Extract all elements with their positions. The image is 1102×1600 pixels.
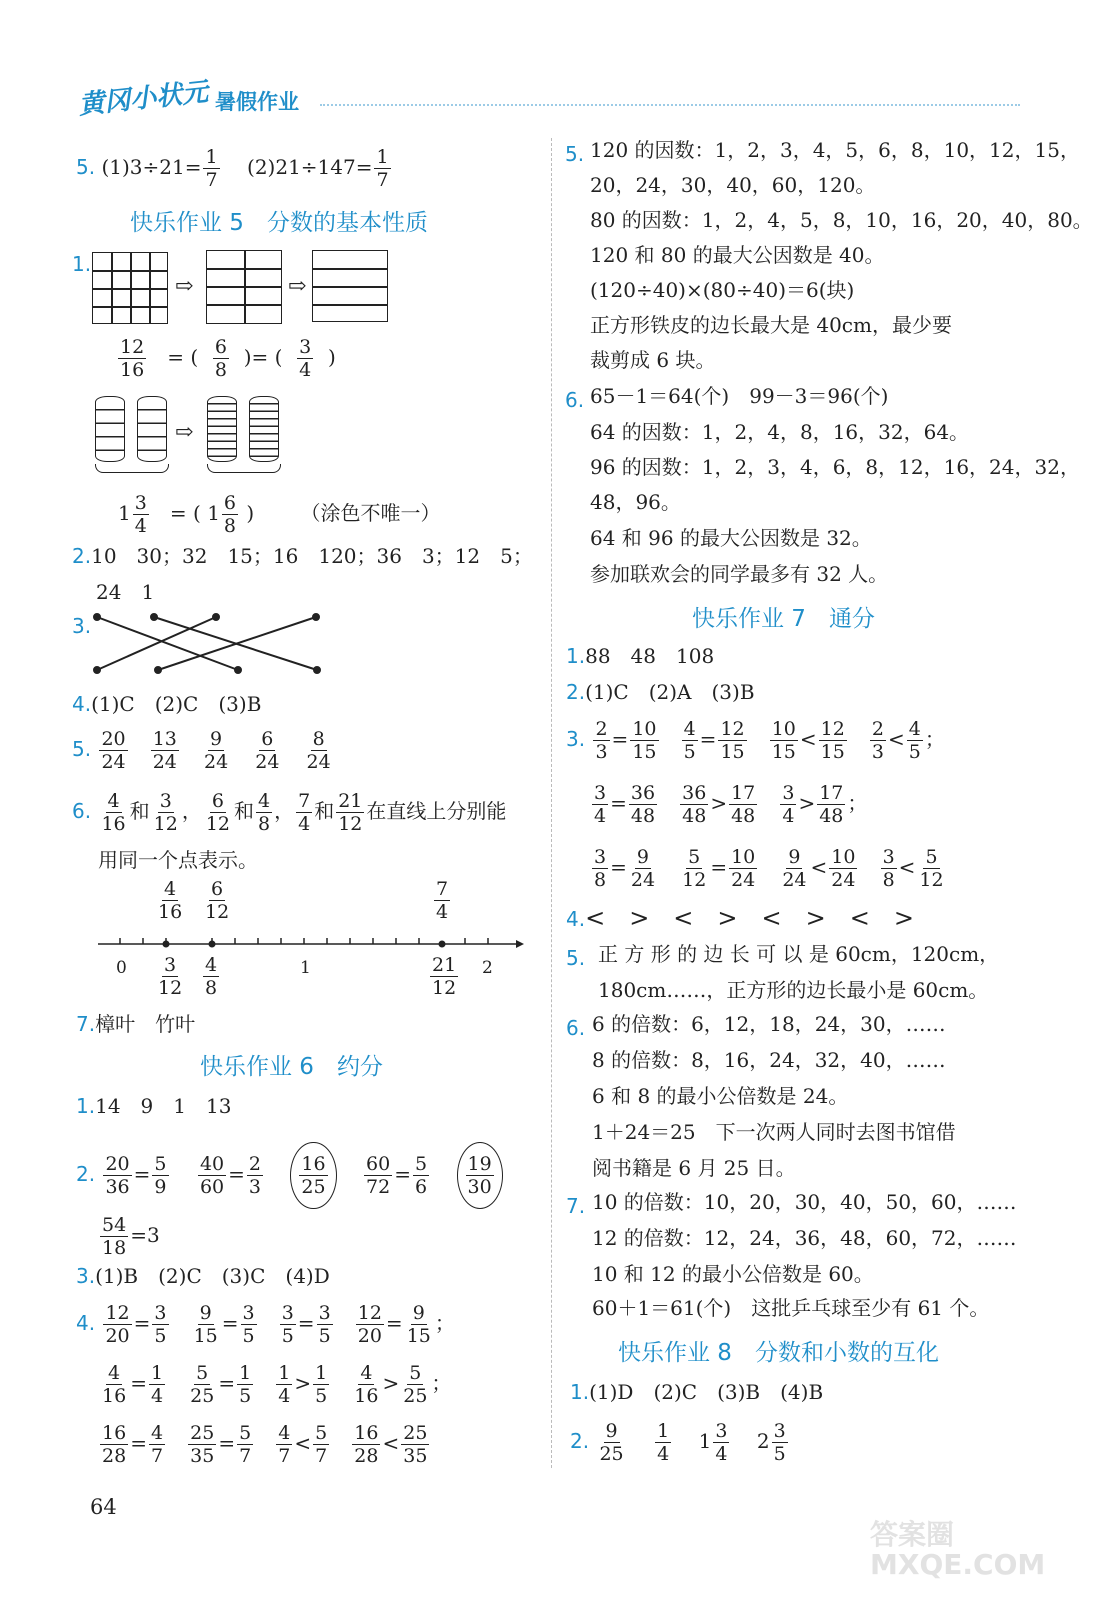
page-number: 64 [90,1495,117,1519]
s7-q2: 2.(1)C (2)A (3)B [566,680,755,704]
fraction: $\frac{1}{7}$ [376,146,389,191]
left-q6: 6. $\frac{4}{16}$ 和 $\frac{3}{12}$ ， $\frac{6}{12}$ 和 $\frac{4}{8}$ ， $\frac{7}{4}$ 和 $\frac{21}{12}$ 在直线上分别能 [72,790,507,835]
q-number: 1. [72,252,92,276]
circled-answer: $\frac{16}{25}$ [290,1142,336,1209]
header-dotted-rule [320,104,1020,106]
s7-q4: 4.< > < > < > < > [566,904,914,932]
header [70,70,1030,120]
left-q6-line2: 用同一个点表示。 [98,848,258,872]
s6-q3: 3.(1)B (2)C (3)C (4)D [76,1264,330,1288]
section-title-6: 快乐作业 6 约分 [200,1054,383,1080]
grid-2x4 [206,250,282,324]
s7-q3-r1: 3. $\frac{2}{3}$ = $\frac{10}{15}$ $\frac{4}{5}$ = $\frac{12}{15}$ $\frac{10}{15}$ < $\frac{12}{15}$ $\frac{2}{3}$ < $\frac{4}{5}$ ； [566,718,945,763]
matching-lines [90,605,330,680]
s7-q3-r3: $\frac{3}{8}$ = $\frac{9}{24}$ $\frac{5}{12}$ = $\frac{10}{24}$ $\frac{9}{24}$ < $\frac{10}{24}$ $\frac{3}{8}$ < $\frac{5}{12}$ [594,846,944,891]
s8-q2: 2. $\frac{9}{25}$ $\frac{1}{4}$ 1 $\frac{3}{4}$ 2 $\frac{3}{5}$ [570,1420,786,1465]
eq-12-16: $\frac{12}{16}$ = ( $\frac{6}{8}$ )= ( $\frac{3}{4}$ ) [120,336,336,381]
left-q4: 4.(1)C (2)C (3)B [72,692,262,716]
s6-q4-r3: $\frac{16}{28}$ = $\frac{4}{7}$ $\frac{25}{35}$ = $\frac{5}{7}$ $\frac{4}{7}$ < $\frac{5}{7}$ $\frac{16}{28}$ < $\frac{25}{35}$ [102,1422,428,1467]
s8-q1: 1.(1)D (2)C (3)B (4)B [570,1380,824,1404]
column-divider [551,138,552,1468]
logo: 黄冈小状元 [77,77,210,121]
s7-q3-r2: $\frac{3}{4}$ = $\frac{36}{48}$ $\frac{36}{48}$ > $\frac{17}{48}$ $\frac{3}{4}$ > $\frac{17}{48}$ ； [594,782,868,827]
left-q5-top: 5. (1)3÷21= $\frac{1}{7}$ (2)21÷147= $\frac{1}{7}$ [76,146,389,191]
header-subtitle: 暑假作业 [215,90,299,114]
s7-q1: 1.88 48 108 [566,644,715,668]
s6-q2-last: $\frac{54}{18}$ =3 [102,1214,160,1259]
arrow-icon: ⇨ [175,274,194,299]
left-q2-cont: 24 1 [96,580,155,604]
q-number: 3. [72,614,92,638]
left-q7: 7.樟叶 竹叶 [76,1012,196,1036]
number-line: $\frac{4}{16}$ $\frac{6}{12}$ $\frac{7}{4}$ 0 1 2 $\frac{3}{12}$ $\frac{4}{8}$ $\frac{21}{12}$ [96,878,526,1008]
s6-q4-r2: $\frac{4}{16}$ = $\frac{1}{4}$ $\frac{5}{25}$ = $\frac{1}{5}$ $\frac{1}{4}$ > $\frac{1}{5}$ $\frac{4}{16}$ > $\frac{5}{25}$ ； [102,1362,452,1407]
arrow-icon: ⇨ [288,274,307,299]
grid-1x4 [312,250,388,322]
s6-q2: 2. $\frac{20}{36}$ = $\frac{5}{9}$ $\frac{40}{60}$ = $\frac{2}{3}$ $\frac{16}{25}$ $\frac{60}{72}$ = $\frac{5}{6}$ $\frac{19}{30}$ [76,1142,503,1209]
grid-4x4 [92,252,168,324]
circled-answer: $\frac{19}{30}$ [457,1142,503,1209]
left-q2: 2.10 30；32 15；16 120；36 3；12 5； [72,544,533,568]
section-title-7: 快乐作业 7 通分 [692,606,875,632]
s6-q1: 1.14 9 1 13 [76,1094,232,1118]
section-title-8: 快乐作业 8 分数和小数的互化 [618,1340,939,1366]
mixed-eq: 1 $\frac{3}{4}$ = ( 1 $\frac{6}{8}$ ) （涂色不唯一） [118,492,441,537]
s6-q4-r1: 4. $\frac{12}{20}$ = $\frac{3}{5}$ $\frac{9}{15}$ = $\frac{3}{5}$ $\frac{3}{5}$ = $\frac{3}{5}$ $\frac{12}{20}$ = $\frac{9}{15}$ ； [76,1302,455,1347]
watermark: 答案圈 MXQE.COM [870,1518,1046,1581]
fraction: $\frac{1}{7}$ [205,146,218,191]
left-q5: 5. $\frac{20}{24}$ $\frac{13}{24}$ $\frac{9}{24}$ $\frac{6}{24}$ $\frac{8}{24}$ [72,728,331,773]
section-title-5: 快乐作业 5 分数的基本性质 [130,210,428,236]
